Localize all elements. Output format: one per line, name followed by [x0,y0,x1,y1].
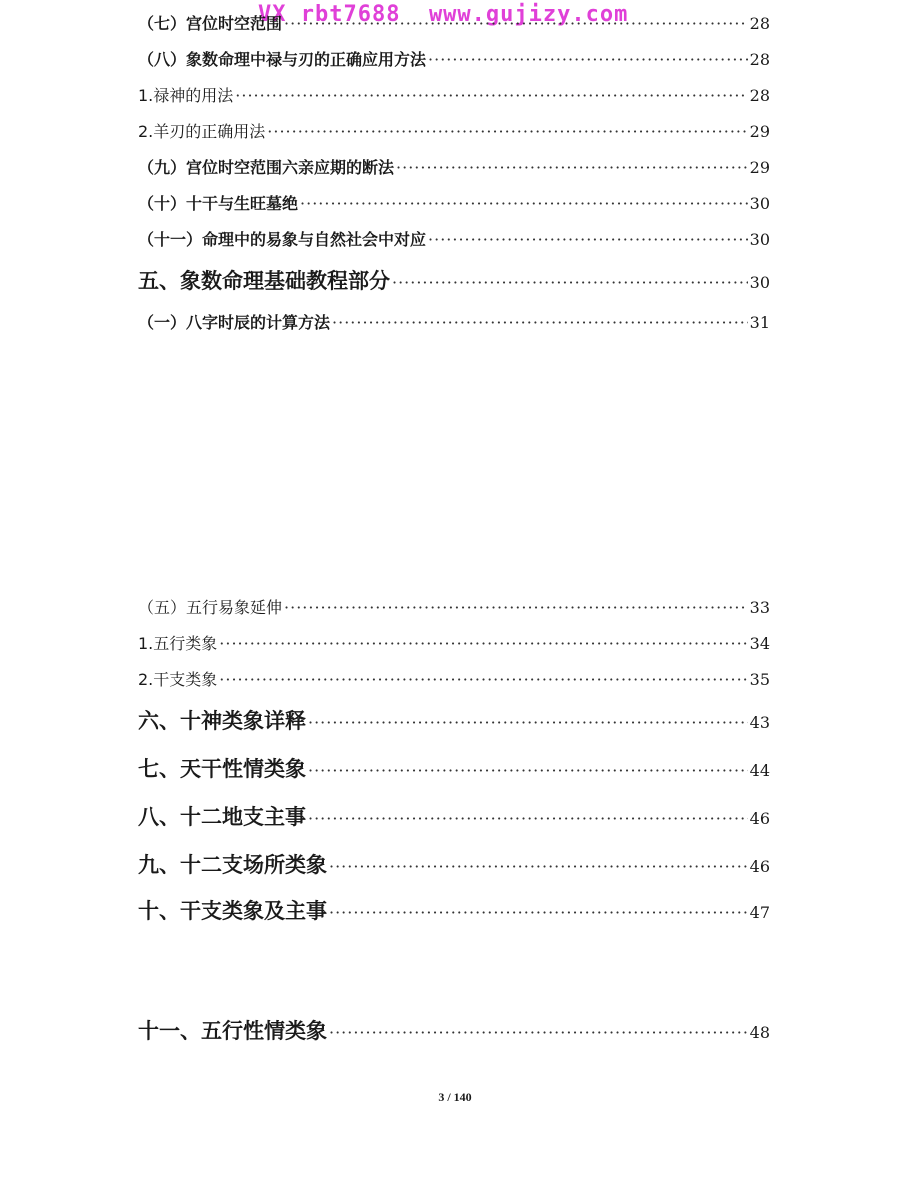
toc-entry-page: 47 [749,903,770,922]
toc-entry-label: （十一）命理中的易象与自然社会中对应 [138,230,427,249]
toc-entry[interactable] [138,896,770,926]
toc-entry-page: 43 [749,713,770,732]
toc-entry-page: 31 [749,313,770,332]
toc-entry-label: 1.五行类象 [138,634,218,653]
toc-leader-dots [300,192,748,216]
toc-leader-dots [219,632,747,656]
toc-entry-page: 33 [749,598,770,617]
toc-entry-label: 九、十二支场所类象 [138,852,327,877]
toc-entry-label: 五、象数命理基础教程部分 [138,268,390,293]
toc-leader-dots [308,708,748,738]
toc-entry-label: 八、十二地支主事 [138,804,306,829]
toc-entry-page: 28 [749,50,770,69]
toc-entry-page: 46 [749,857,770,876]
toc-entry-page: 30 [749,230,770,249]
toc-entry[interactable] [138,311,770,335]
toc-entry[interactable] [138,266,770,296]
toc-entry-page: 35 [749,670,770,689]
toc-entry[interactable] [138,120,770,144]
toc-entry-label: 2.羊刃的正确用法 [138,122,266,141]
toc-entry[interactable] [138,706,770,736]
toc-entry[interactable] [138,802,770,832]
toc-entry[interactable] [138,596,770,620]
toc-entry[interactable] [138,192,770,216]
toc-entry[interactable] [138,632,770,656]
toc-entry-page: 46 [749,809,770,828]
toc-entry[interactable] [138,156,770,180]
toc-entry-label: 七、天干性情类象 [138,756,306,781]
toc-entry-label: （七）宫位时空范围 [138,14,283,33]
toc-entry-page: 34 [749,634,770,653]
toc-leader-dots [284,12,748,36]
toc-entry[interactable] [138,84,770,108]
toc-entry[interactable] [138,850,770,880]
toc-entry-page: 28 [749,86,770,105]
toc-entry-page: 30 [749,273,770,292]
watermark-text: VX rbt7688 www.gujizy.com [258,2,629,27]
toc-entry-page: 44 [749,761,770,780]
toc-entry-label: 六、十神类象详释 [138,708,306,733]
toc-entry-label: （九）宫位时空范围六亲应期的断法 [138,158,395,177]
toc-entry-label: （一）八字时辰的计算方法 [138,313,331,332]
toc-leader-dots [428,228,748,252]
toc-leader-dots [267,120,747,144]
toc-entry-label: （十）十干与生旺墓绝 [138,194,299,213]
toc-leader-dots [396,156,748,180]
toc-leader-dots [308,756,748,786]
toc-entry-label: 十、干支类象及主事 [138,898,327,923]
toc-leader-dots [308,804,748,834]
toc-entry[interactable] [138,12,770,36]
toc-leader-dots [392,268,748,298]
toc-entry-page: 48 [749,1023,770,1042]
toc-entry-page: 28 [749,14,770,33]
toc-leader-dots [329,898,748,928]
toc-entry-label: （五）五行易象延伸 [138,598,283,617]
toc-entry[interactable] [138,668,770,692]
toc-entry-label: 十一、五行性情类象 [138,1018,327,1043]
toc-leader-dots [219,668,747,692]
toc-leader-dots [329,1018,748,1048]
toc-leader-dots [284,596,748,620]
toc-entry-label: 1.禄神的用法 [138,86,234,105]
toc-entry-page: 29 [749,158,770,177]
toc-entry[interactable] [138,228,770,252]
toc-entry[interactable] [138,48,770,72]
toc-entry-label: （八）象数命理中禄与刃的正确应用方法 [138,50,427,69]
toc-leader-dots [235,84,747,108]
toc-leader-dots [428,48,748,72]
toc-entry-page: 30 [749,194,770,213]
toc-leader-dots [332,311,748,335]
toc-entry[interactable] [138,1016,770,1046]
toc-entry[interactable] [138,754,770,784]
page-indicator: 3 / 140 [438,1090,472,1104]
toc-entry-label: 2.干支类象 [138,670,218,689]
toc-entry-page: 29 [749,122,770,141]
toc-leader-dots [329,852,748,882]
